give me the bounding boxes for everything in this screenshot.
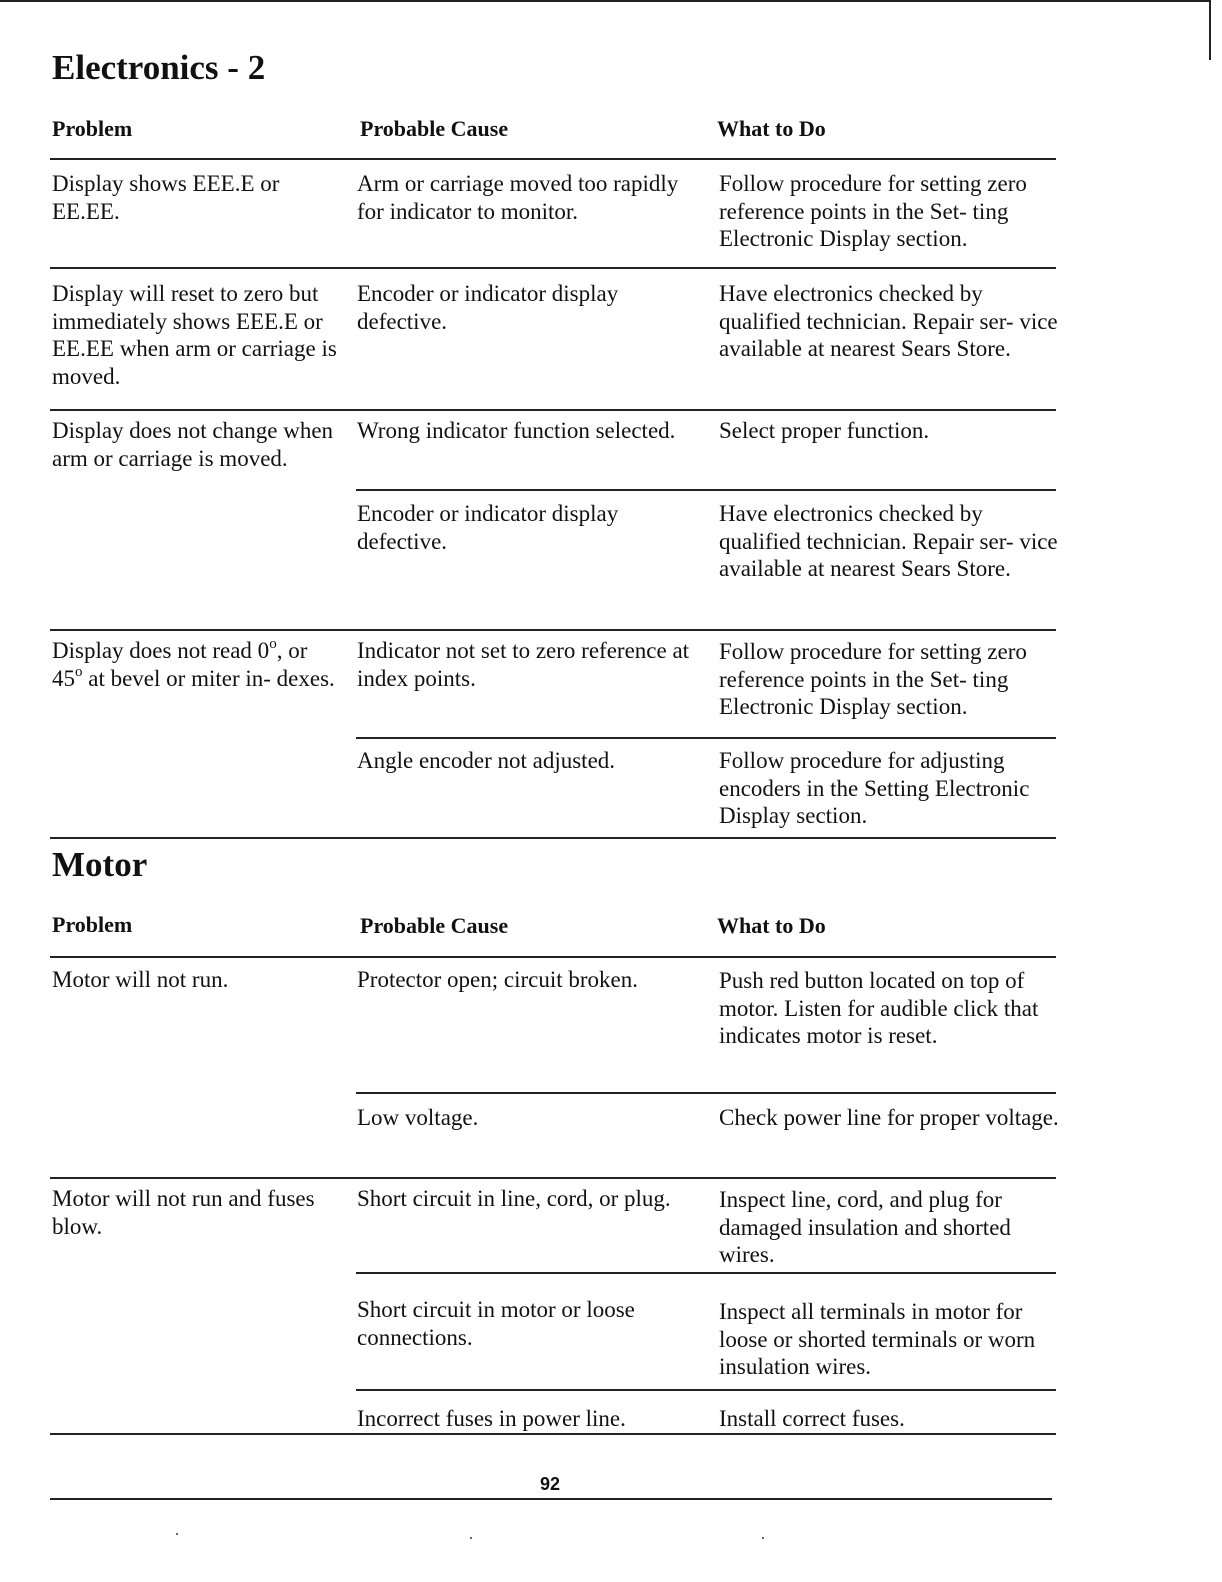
action-cell: Select proper function. [719,418,930,443]
problem-cell [52,637,342,692]
action-cell: Check power line for proper voltage. [719,1105,1059,1130]
action-cell: Install correct fuses. [719,1406,905,1431]
header-probable-cause: Probable Cause [360,116,509,141]
cause-cell: Incorrect fuses in power line. [357,1406,626,1431]
problem-cell: Motor will not run and fuses blow. [52,1186,315,1239]
degree-mark: o [269,636,277,652]
section-end-rule [50,837,1056,839]
header-problem: Problem [52,116,133,141]
problem-cell: Display shows EEE.E or EE.EE. [52,171,280,224]
problem-text: Display does not read 0 [52,638,270,663]
action-cell: Follow procedure for setting zero reference points in the Set- ting Electronic Display section. [719,639,1027,719]
scan-speck [470,1537,472,1539]
header-rule [50,158,1056,160]
footer-rule [50,1498,1052,1500]
problem-cell: Display will reset to zero but immediately shows EEE.E or EE.EE when arm or carriage is moved. [52,281,337,389]
cause-cell: Wrong indicator function selected. [357,418,676,443]
row-divider [50,409,1056,411]
scan-speck [176,1533,178,1535]
cause-cell: Low voltage. [357,1105,479,1130]
cause-cell: Protector open; circuit broken. [357,967,639,992]
section-title-motor: Motor [52,845,148,884]
page-frame-right-border [1209,0,1211,60]
cause-cell: Arm or carriage moved too rapidly for indicator to monitor. [357,171,679,224]
header-problem: Problem [52,912,133,937]
action-cell: Push red button located on top of motor. Listen for audible click that indicates motor is reset. [719,968,1039,1048]
action-cell: Have electronics checked by qualified technician. Repair ser- vice available at nearest Sears Store. [719,281,1058,361]
header-rule [50,956,1056,958]
degree-mark: o [75,663,83,680]
problem-text: at bevel or miter in- dexes. [82,665,335,691]
action-cell: Inspect all terminals in motor for loose or shorted terminals or worn insulation wires. [719,1299,1036,1379]
row-divider [50,1177,1056,1179]
page-number: 92 [539,1474,561,1494]
row-divider [50,629,1056,631]
cause-cell: Short circuit in line, cord, or plug. [357,1186,671,1211]
page-frame-top-border [0,0,1210,2]
problem-cell: Motor will not run. [52,967,229,992]
cause-cell: Indicator not set to zero reference at index points. [357,638,690,691]
section-end-rule [50,1433,1056,1435]
cause-cell: Encoder or indicator display defective. [357,501,619,554]
section-title-electronics: Electronics - 2 [52,48,266,87]
problem-text: , or 45 [52,638,308,691]
sub-row-divider [356,737,1056,739]
cause-cell: Encoder or indicator display defective. [357,281,619,334]
sub-row-divider [356,1092,1056,1094]
action-cell: Inspect line, cord, and plug for damaged insulation and shorted wires. [719,1187,1011,1267]
sub-row-divider [356,1272,1056,1274]
sub-row-divider [356,1389,1056,1391]
scan-speck [762,1537,764,1539]
problem-cell: Display does not change when arm or carriage is moved. [52,418,334,471]
cause-cell: Angle encoder not adjusted. [357,748,616,773]
action-cell: Have electronics checked by qualified technician. Repair ser- vice available at nearest Sears Store. [719,501,1058,581]
row-divider [50,267,1056,269]
header-probable-cause: Probable Cause [360,913,509,938]
header-what-to-do: What to Do [717,116,826,141]
action-cell: Follow procedure for adjusting encoders in the Setting Electronic Display section. [719,748,1030,828]
cause-cell: Short circuit in motor or loose connections. [357,1297,635,1350]
header-what-to-do: What to Do [717,913,826,938]
action-cell: Follow procedure for setting zero reference points in the Set- ting Electronic Display section. [719,171,1027,251]
sub-row-divider [356,489,1056,491]
